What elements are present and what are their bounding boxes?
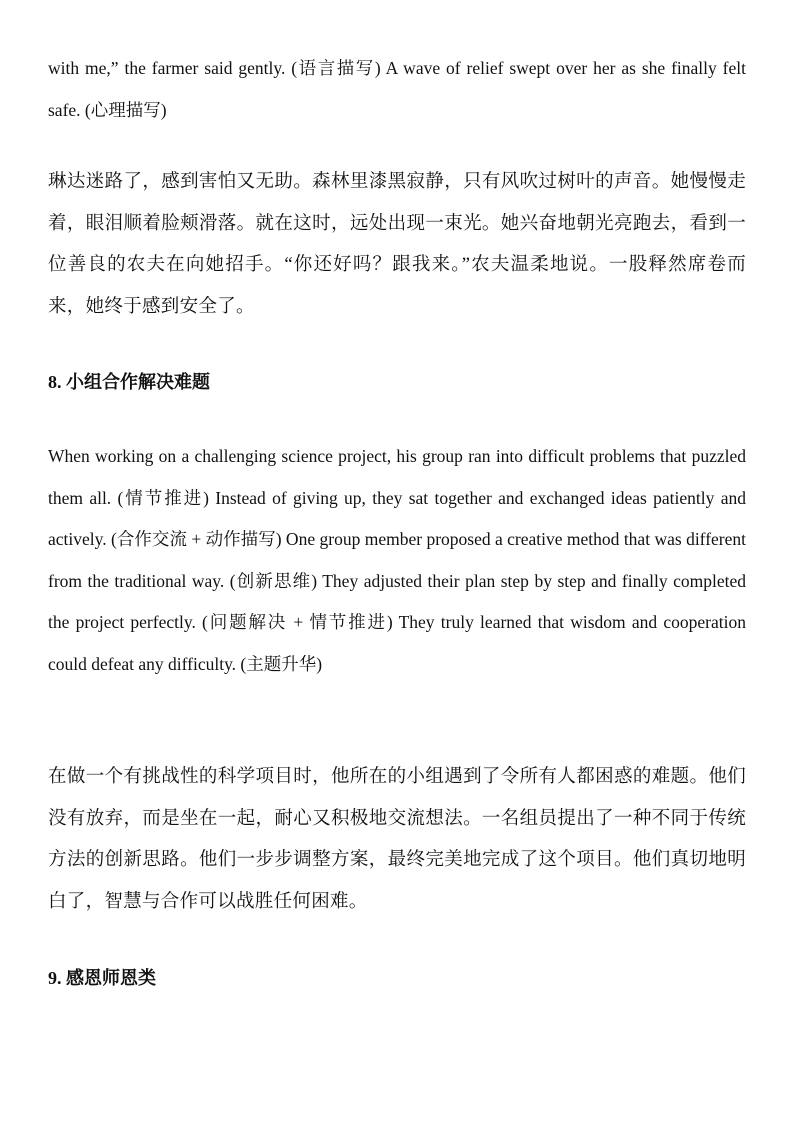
paragraph-english-section-8: When working on a challenging science project, his group ran into difficult problems that puzzled them all. (情节推进) Instead of giving up, they sat together and exchanged ideas patiently and actively. (合作交流 + 动作描写) One group member proposed a creative method that was different from the traditional way. (创新思维) They adjusted their plan step by step and finally completed the project perfectly. (问题解决 + 情节推进) They truly learned that wisdom and cooperation could defeat any difficulty. (主题升华) xyxy=(48,446,746,674)
paragraph-chinese-translation: 琳达迷路了，感到害怕又无助。森林里漆黑寂静，只有风吹过树叶的声音。她慢慢走着，眼泪顺着脸颊滑落。就在这时，远处出现一束光。她兴奋地朝光亮跑去，看到一位善良的农夫在向她招手。“你还好吗？跟我来。”农夫温柔地说。一股释然席卷而来，她终于感到安全了。 xyxy=(48,172,746,317)
paragraph-english-continued: with me,” the farmer said gently. (语言描写) A wave of relief swept over her as she finally felt safe. (心理描写) xyxy=(48,58,746,120)
section-heading-9: 9. 感恩师恩类 xyxy=(48,968,156,988)
paragraph-chinese-section-8: 在做一个有挑战性的科学项目时，他所在的小组遇到了令所有人都困惑的难题。他们没有放弃，而是坐在一起，耐心又积极地交流想法。一名组员提出了一种不同于传统方法的创新思路。他们一步步调整方案，最终完美地完成了这个项目。他们真切地明白了，智慧与合作可以战胜任何困难。 xyxy=(48,767,746,912)
section-heading-8: 8. 小组合作解决难题 xyxy=(48,372,210,392)
